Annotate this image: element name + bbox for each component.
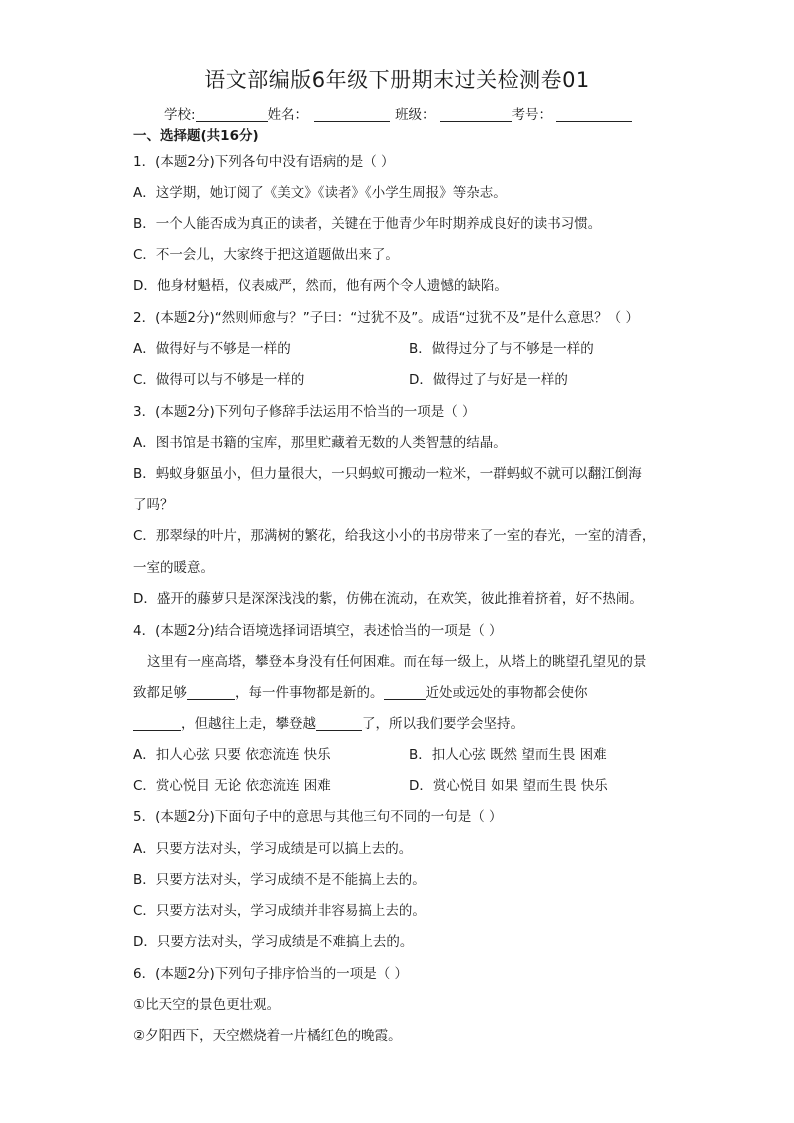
question-3-option-c-line-2: 一室的暖意。 [133,560,214,576]
question-5-option-c: C．只要方法对头，学习成绩并非容易搞上去的。 [133,903,426,919]
question-3-option-c-line-1: C．那翠绿的叶片，那满树的繁花，给我这小小的书房带来了一室的春光，一室的清香， [133,528,656,544]
question-2-stem: 2．(本题2分)“然则师愈与？”子曰：“过犹不及”。成语“过犹不及”是什么意思？（ ） [133,310,639,326]
fill-blank-1[interactable] [187,685,235,700]
fill-blank-2[interactable] [384,685,426,700]
fill-blank-4[interactable] [316,716,362,731]
question-4-options-row-2 [133,774,693,794]
number-blank[interactable] [556,107,632,122]
question-3-option-d: D．盛开的藤萝只是深深浅浅的紫，仿佛在流动，在欢笑，彼此推着挤着，好不热闹。 [133,591,643,607]
question-5-stem: 5．(本题2分)下面句子中的意思与其他三句不同的一句是（ ） [133,809,503,825]
passage-text: ，每一件事物都是新的。 [235,685,384,701]
question-4-option-d: D．赏心悦目 如果 望而生畏 快乐 [409,778,608,794]
question-6-stem: 6．(本题2分)下列句子排序恰当的一项是（ ） [133,966,409,982]
fill-blank-3[interactable] [133,716,181,731]
question-1-option-d: D．他身材魁梧，仪表威严，然而，他有两个令人遗憾的缺陷。 [133,278,508,294]
class-blank[interactable] [440,107,512,122]
exam-title: 语文部编版6年级下册期末过关检测卷01 [204,68,590,92]
question-1-option-c: C．不一会儿，大家终于把这道题做出来了。 [133,247,399,263]
question-2-option-a: A．做得好与不够是一样的 [133,341,291,357]
question-1-option-a: A．这学期，她订阅了《美文》《读者》《小学生周报》等杂志。 [133,185,507,201]
number-label: 考号： [511,107,553,123]
question-4-options-row-1 [133,743,693,763]
question-6-sentence-2: ②夕阳西下，天空燃烧着一片橘红色的晚霞。 [133,1028,402,1044]
question-3-option-b-line-1: B．蚂蚁身躯虽小，但力量很大，一只蚂蚁可搬动一粒米，一群蚂蚁不就可以翻江倒海 [133,466,642,482]
question-4-stem: 4．(本题2分)结合语境选择词语填空，表述恰当的一项是（ ） [133,623,503,639]
question-5-option-a: A．只要方法对头，学习成绩是可以搞上去的。 [133,841,413,857]
question-4-passage-line-3 [133,712,524,732]
question-2-option-b: B．做得过分了与不够是一样的 [409,341,594,357]
passage-text: ，但越往上走，攀登越 [181,716,316,732]
question-5-option-d: D．只要方法对头，学习成绩是不难搞上去的。 [133,934,414,950]
question-3-stem: 3．(本题2分)下列句子修辞手法运用不恰当的一项是（ ） [133,404,476,420]
name-label: 姓名： [267,107,309,123]
section-heading: 一、选择题(共16分) [133,128,259,144]
question-4-passage-line-2 [133,681,588,701]
question-6-sentence-1: ①比天空的景色更壮观。 [133,997,281,1013]
question-4-option-a: A．扣人心弦 只要 依恋流连 快乐 [133,747,331,763]
question-2-option-c: C．做得可以与不够是一样的 [133,372,305,388]
school-blank[interactable] [196,107,268,122]
passage-text: 近处或远处的事物都会使你 [425,685,588,701]
question-3-option-b-line-2: 了吗？ [133,497,174,513]
school-label: 学校: [164,107,196,123]
name-blank[interactable] [314,107,390,122]
class-label: 班级： [395,107,436,123]
question-4-option-b: B．扣人心弦 既然 望而生畏 困难 [409,747,607,763]
question-3-option-a: A．图书馆是书籍的宝库，那里贮藏着无数的人类智慧的结晶。 [133,435,507,451]
question-5-option-b: B．只要方法对头，学习成绩不是不能搞上去的。 [133,872,426,888]
question-4-option-c: C．赏心悦目 无论 依恋流连 困难 [133,778,331,794]
question-4-passage-line-1: 这里有一座高塔，攀登本身没有任何困难。而在每一级上，从塔上的眺望孔望见的景 [147,654,647,670]
passage-text: 致都足够 [133,685,187,701]
passage-text: 了，所以我们要学会坚持。 [362,716,524,732]
question-2-option-d: D．做得过了与好是一样的 [409,372,568,388]
student-info-line [164,103,632,123]
question-1-option-b: B．一个人能否成为真正的读者，关键在于他青少年时期养成良好的读书习惯。 [133,216,602,232]
question-2-options-row-1 [133,337,693,357]
question-2-options-row-2 [133,368,693,388]
question-1-stem: 1．(本题2分)下列各句中没有语病的是（ ） [133,154,395,170]
